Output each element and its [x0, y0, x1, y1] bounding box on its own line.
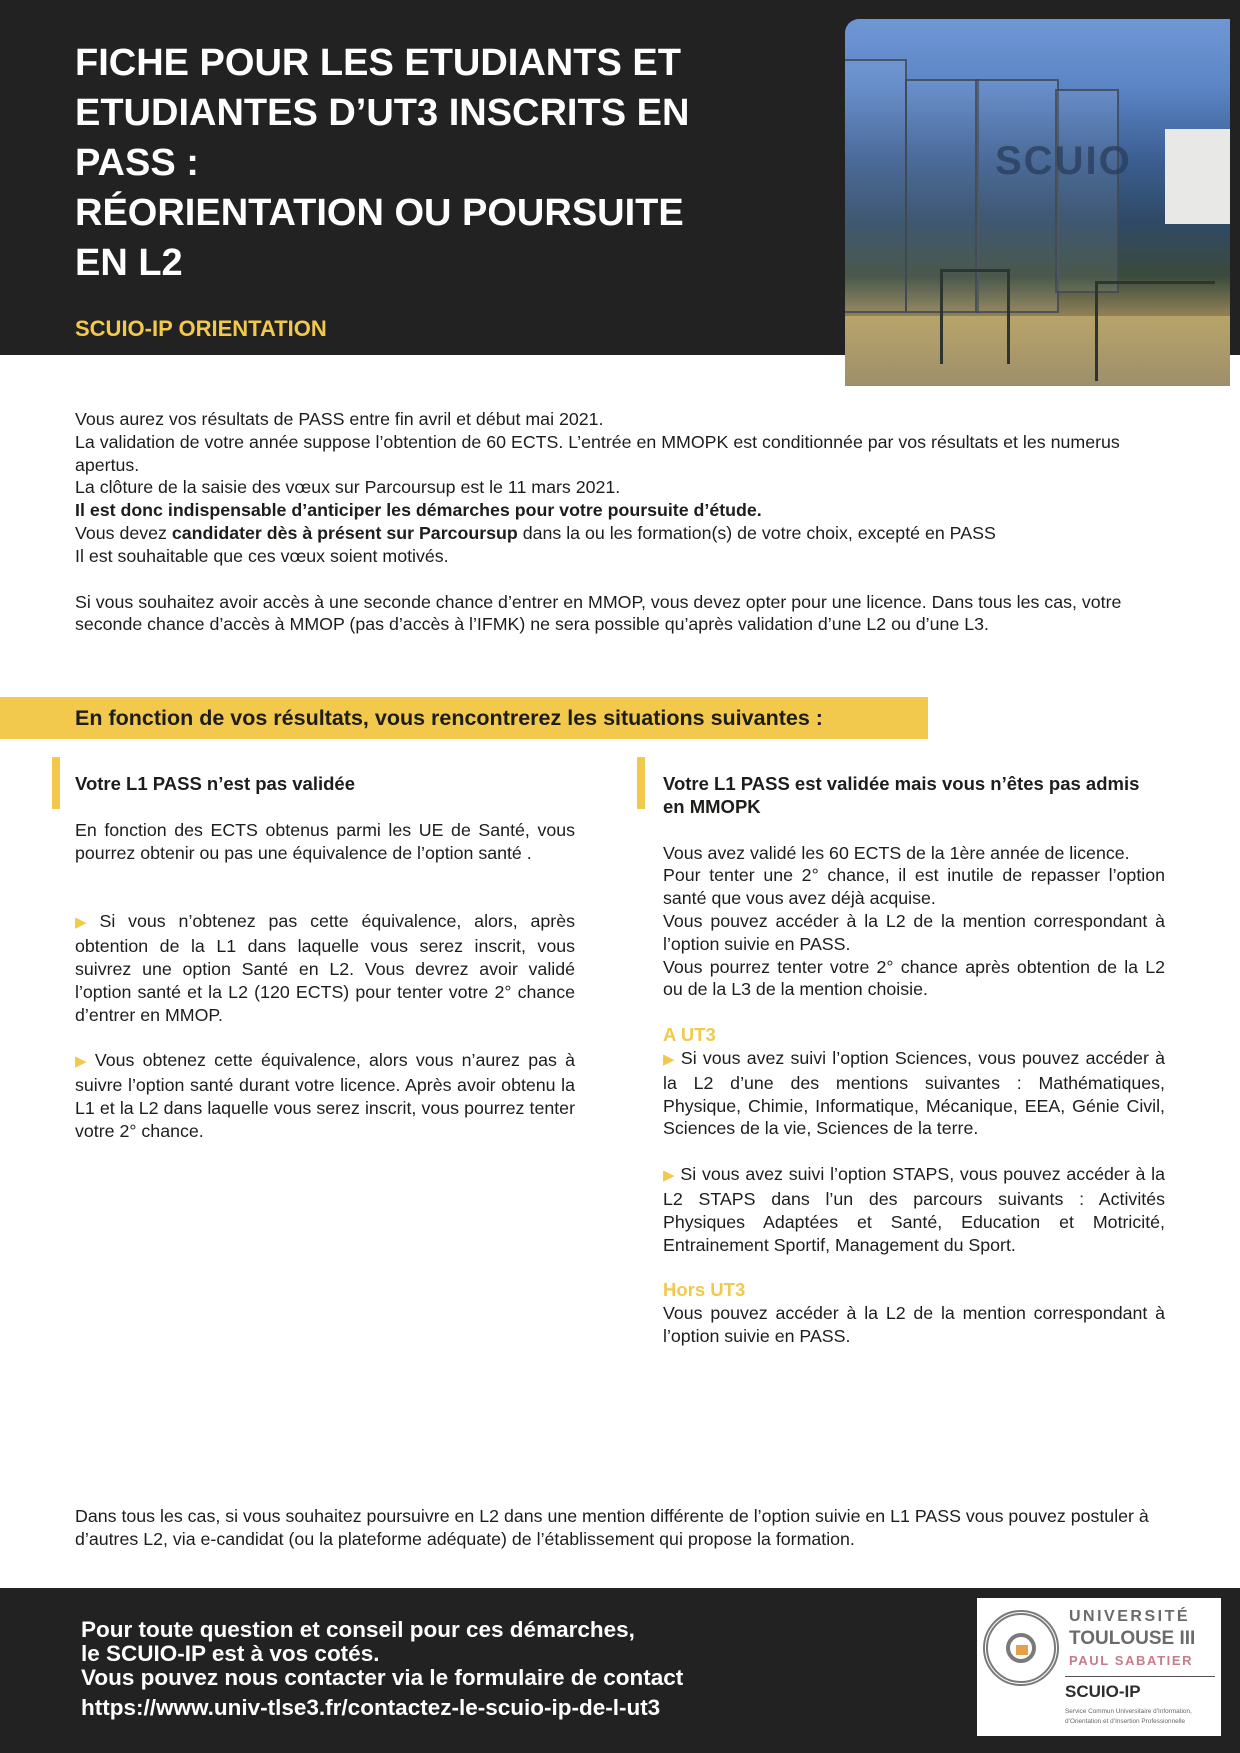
- right-paragraph: Vous avez validé les 60 ECTS de la 1ère année de licence.: [663, 842, 1130, 863]
- logo-description: d’Orientation et d’Insertion Professionnelle: [1065, 1718, 1186, 1725]
- bullet-text: Vous obtenez cette équivalence, alors vous n’aurez pas à suivre l’option santé durant votre licence. Après avoir obtenu la L1 et la L2 dans laquelle vous serez inscrit, vous pourrez tenter votre 2° chance.: [75, 1050, 575, 1141]
- contact-line: Vous pouvez nous contacter via le formulaire de contact: [81, 1665, 684, 1690]
- title-line: FICHE POUR LES ETUDIANTS ET: [75, 42, 681, 84]
- photo-railing: [940, 269, 943, 364]
- page-title: [75, 38, 825, 288]
- left-column: [75, 773, 575, 1143]
- intro-bold: Il est donc indispensable d’anticiper les démarches pour votre poursuite d’étude.: [75, 500, 762, 521]
- contact-block: [81, 1618, 941, 1720]
- photo-window-pane: [1055, 89, 1119, 293]
- title-line: PASS :: [75, 142, 199, 184]
- logo-description: Service Commun Universitaire d’Information,: [1065, 1708, 1192, 1715]
- contact-line: le SCUIO-IP est à vos cotés.: [81, 1641, 380, 1666]
- left-intro: En fonction des ECTS obtenus parmi les UE de Santé, vous pourrez obtenir ou pas une équivalence de l’option santé .: [75, 819, 575, 863]
- title-line: ETUDIANTES D’UT3 INSCRITS EN: [75, 92, 690, 134]
- intro-text: dans la ou les formation(s) de votre choix, excepté en PASS: [517, 522, 996, 543]
- photo-railing: [1095, 281, 1098, 381]
- logo-line: PAUL SABATIER: [1069, 1653, 1194, 1668]
- photo-sign: SCUIO: [995, 139, 1132, 183]
- building-photo: [845, 19, 1230, 386]
- right-column: [663, 773, 1165, 1348]
- accent-bar: [52, 757, 60, 809]
- intro-line: Vous aurez vos résultats de PASS entre fin avril et début mai 2021.: [75, 409, 604, 429]
- right-heading: Votre L1 PASS est validée mais vous n’êtes pas admis en MMOPK: [663, 773, 1140, 817]
- right-paragraph: Vous pourrez tenter votre 2° chance après obtention de la L2 ou de la L3 de la mention choisie.: [663, 956, 1165, 1000]
- intro-line: Il est souhaitable que ces vœux soient motivés.: [75, 545, 449, 566]
- logo-line: UNIVERSITÉ: [1069, 1608, 1191, 1625]
- right-paragraph: Vous pouvez accéder à la L2 de la mention correspondant à l’option suivie en PASS.: [663, 910, 1165, 954]
- bullet-text: Si vous n’obtenez pas cette équivalence, alors, après obtention de la L1 dans laquelle vous serez inscrit, vous suivrez une option Santé en L2. Vous devrez avoir validé l’option santé et la L2 (120 ECTS) pour tenter votre 2° chance d’entrer en MMOP.: [75, 911, 575, 1025]
- intro-line: [75, 522, 1165, 545]
- photo-railing: [1095, 281, 1215, 284]
- left-heading: Votre L1 PASS n’est pas validée: [75, 773, 356, 794]
- bullet-arrow-icon: ▶: [75, 1053, 90, 1071]
- hors-ut3-text: Vous pouvez accéder à la L2 de la mention correspondant à l’option suivie en PASS.: [663, 1303, 1165, 1346]
- photo-railing: [940, 269, 1010, 272]
- photo-window-pane: [975, 79, 1059, 313]
- right-paragraph: Pour tenter une 2° chance, il est inutile de repasser l’option santé que vous avez déjà acquise.: [663, 865, 1165, 909]
- bullet-text: Si vous avez suivi l’option STAPS, vous pouvez accéder à la L2 STAPS dans l’un des parcours suivants : Activités Physiques Adaptées et Santé, Education et Motricité, Entrainement Sportif, Management du Sport.: [663, 1164, 1165, 1255]
- closing-paragraph: Dans tous les cas, si vous souhaitez poursuivre en L2 dans une mention différente de l’option suivie en L1 PASS vous pouvez postuler à d’autres L2, via e-candidat (ou la plateforme adéquate) de l’établissement qui propose la formation.: [75, 1506, 1149, 1549]
- hors-ut3-heading: Hors UT3: [663, 1279, 746, 1301]
- situations-banner: [0, 697, 928, 739]
- intro-line: La clôture de la saisie des vœux sur Parcoursup est le 11 mars 2021.: [75, 477, 621, 498]
- contact-line: Pour toute question et conseil pour ces démarches,: [81, 1617, 635, 1642]
- left-bullet: [75, 910, 575, 1026]
- logo-line: TOULOUSE III: [1069, 1628, 1196, 1649]
- contact-link[interactable]: https://www.univ-tlse3.fr/contactez-le-scuio-ip-de-l-ut3: [81, 1695, 661, 1720]
- title-line: RÉORIENTATION OU POURSUITE: [75, 192, 684, 234]
- ut3-bullet: [663, 1163, 1165, 1256]
- intro-paragraph: Si vous souhaitez avoir accès à une seconde chance d’entrer en MMOP, vous devez opter pour une licence. Dans tous les cas, votre seconde chance d’accès à MMOP (pas d’accès à l’IFMK) ne sera possible qu’après validation d’une L2 ou d’une L3.: [75, 591, 1122, 635]
- ut3-heading: A UT3: [663, 1024, 716, 1046]
- ut3-bullet: [663, 1047, 1165, 1140]
- intro-text: Vous devez: [75, 522, 172, 543]
- ut3-emblem-icon: [983, 1610, 1059, 1686]
- photo-window-pane: [845, 59, 907, 313]
- title-line: EN L2: [75, 242, 183, 284]
- photo-grass: [845, 316, 1230, 386]
- photo-railing: [1007, 269, 1010, 364]
- intro-section: [75, 408, 1165, 636]
- left-bullet: [75, 1049, 575, 1142]
- logo-service: SCUIO-IP: [1065, 1682, 1141, 1701]
- intro-bold: candidater dès à présent sur Parcoursup: [171, 522, 518, 543]
- subtitle: SCUIO-IP ORIENTATION: [75, 316, 327, 341]
- intro-emphasis: [75, 499, 1165, 522]
- bullet-arrow-icon: ▶: [663, 1167, 676, 1185]
- bullet-text: Si vous avez suivi l’option Sciences, vous pouvez accéder à la L2 d’une des mentions suivantes : Mathématiques, Physique, Chimie, Informatique, Mécanique, EEA, Génie Civil, Sciences de la vie, Sciences de la terre.: [663, 1047, 1165, 1139]
- intro-line: La validation de votre année suppose l’obtention de 60 ECTS. L’entrée en MMOPK est conditionnée par vos résultats et les numerus apertus.: [75, 431, 1120, 475]
- photo-building: [1165, 129, 1230, 224]
- banner-text: En fonction de vos résultats, vous rencontrerez les situations suivantes :: [75, 706, 823, 730]
- bullet-arrow-icon: ▶: [75, 914, 95, 932]
- accent-bar: [637, 757, 645, 809]
- bullet-arrow-icon: ▶: [663, 1050, 676, 1068]
- logo-divider: [1065, 1676, 1215, 1677]
- university-logo: [977, 1598, 1221, 1736]
